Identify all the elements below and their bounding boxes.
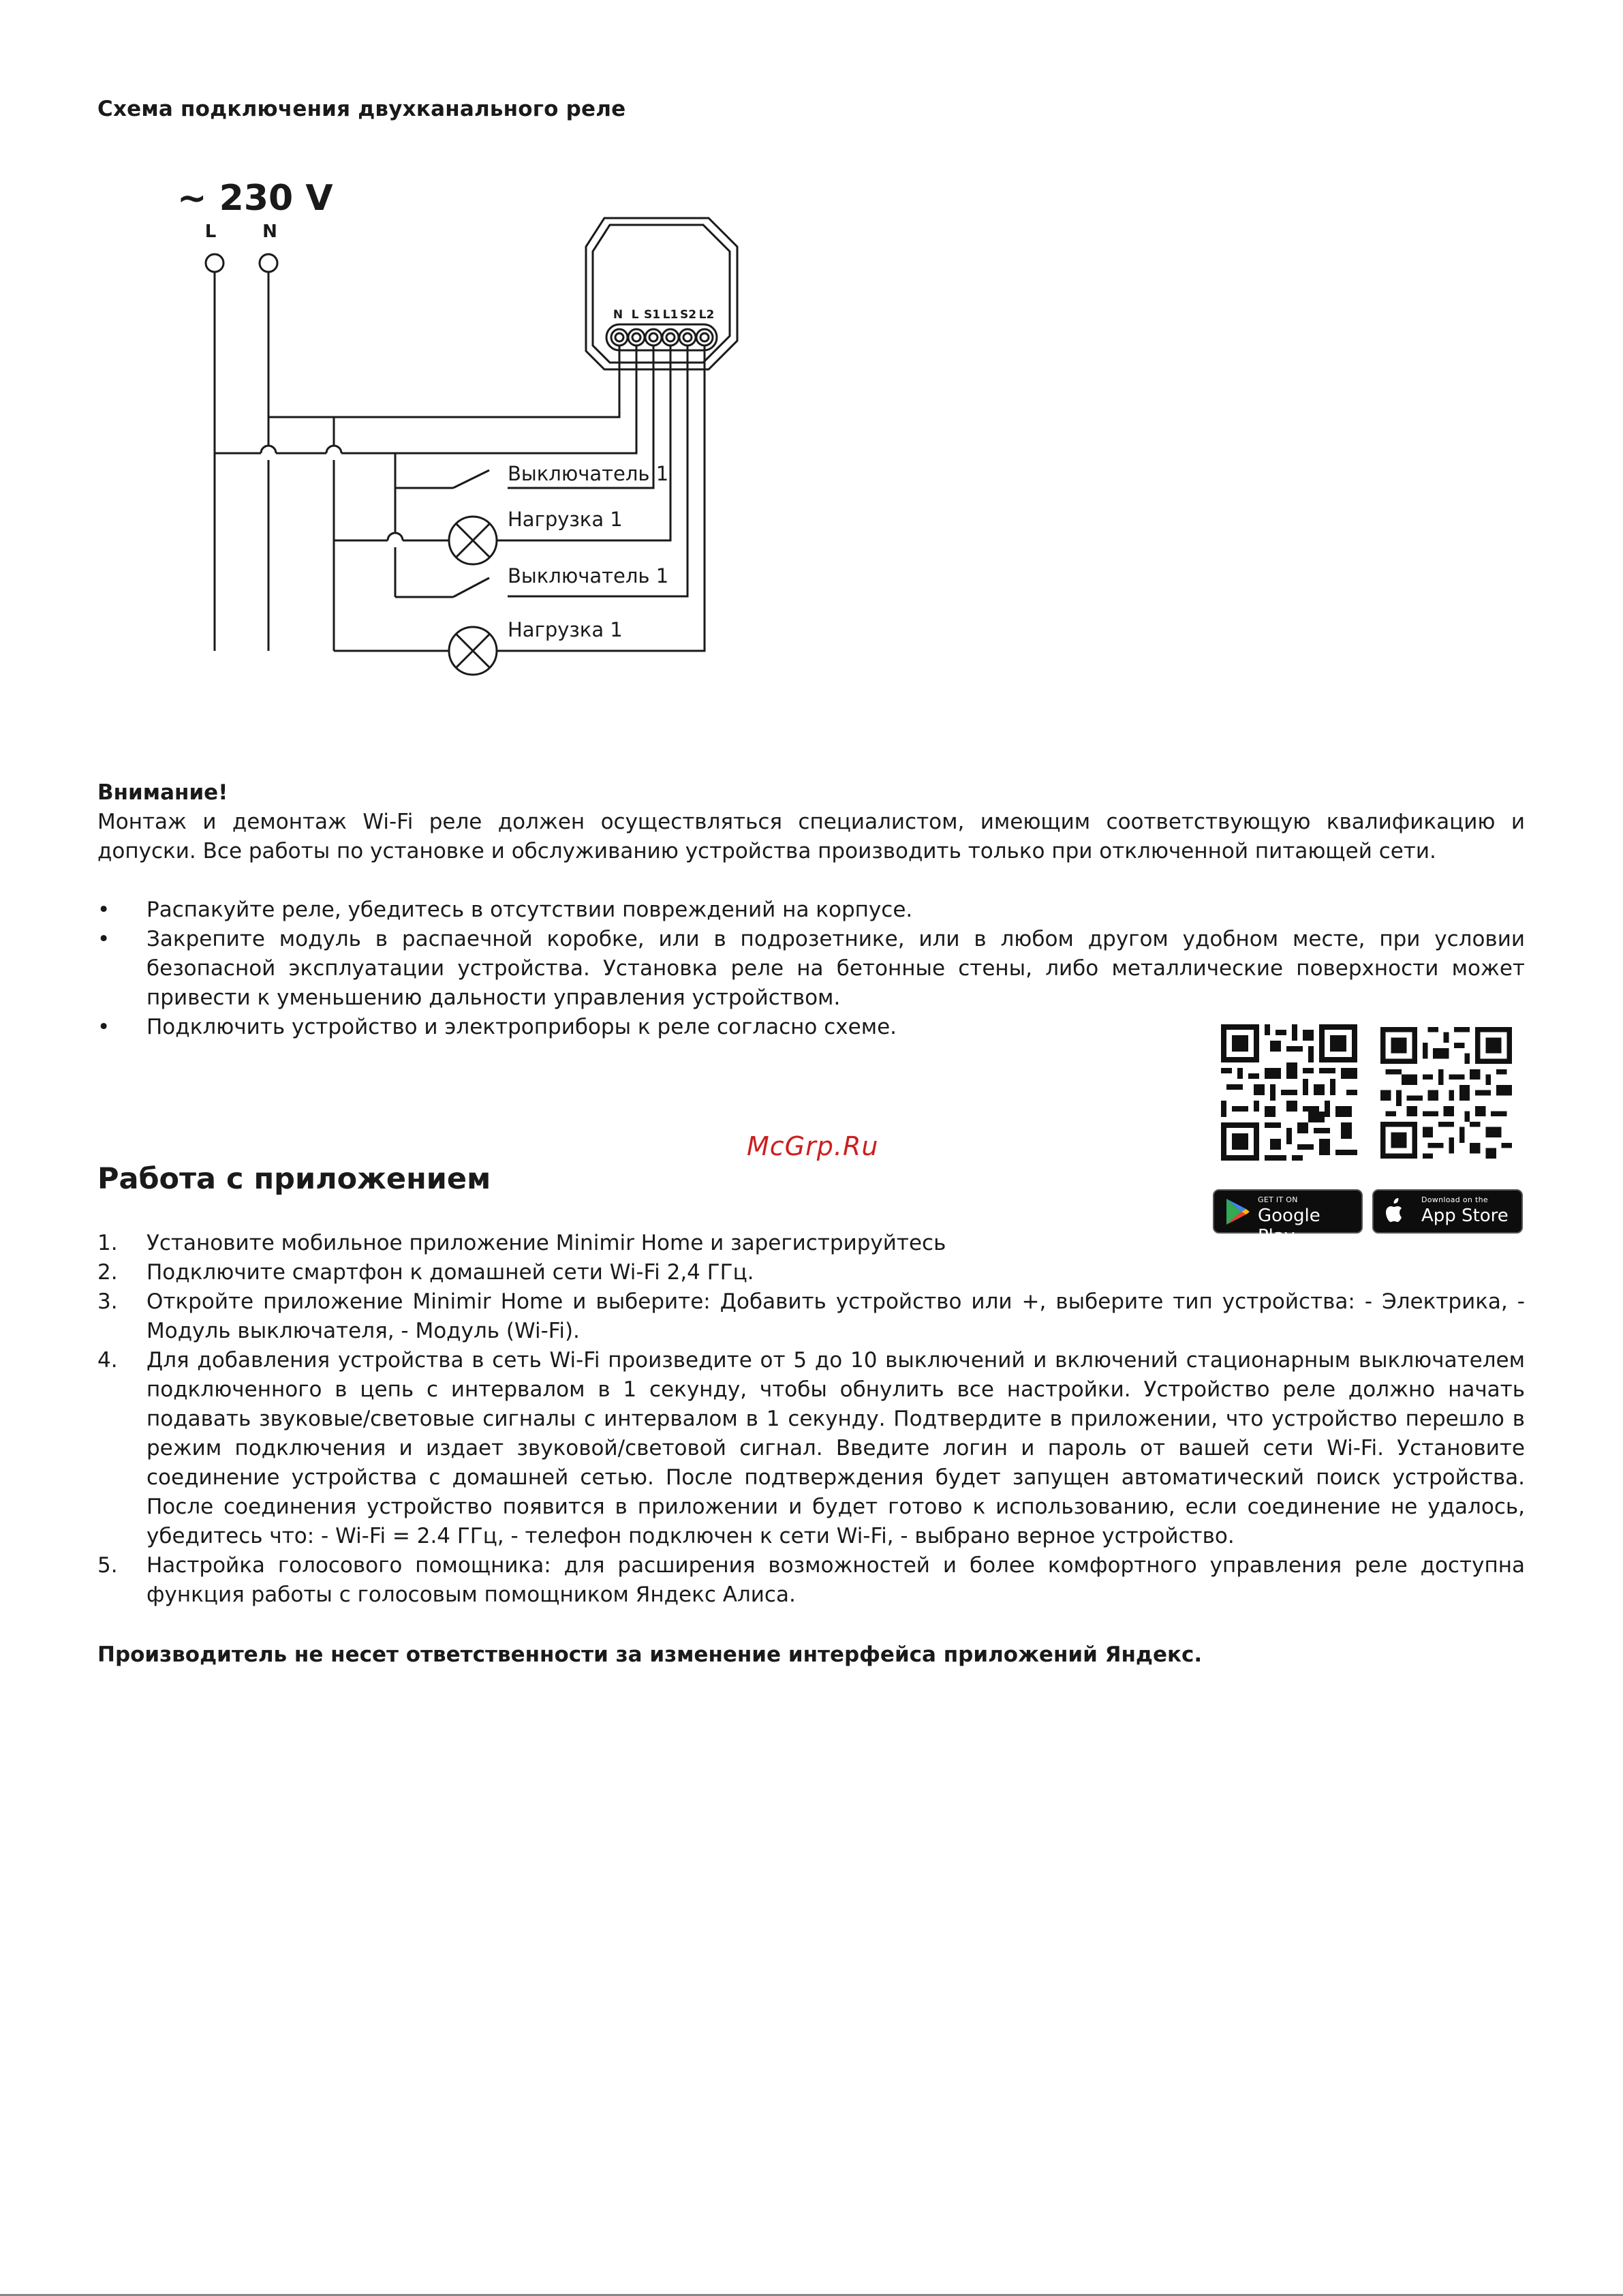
line-label: L: [204, 221, 217, 242]
list-item: [97, 1346, 1525, 1551]
list-item: • Распакуйте реле, убедитесь в отсутствии повреждений на корпусе.: [97, 896, 1525, 925]
list-item: • Подключить устройство и электроприборы к реле согласно схеме.: [97, 1013, 930, 1042]
attention-text: Монтаж и демонтаж Wi-Fi реле должен осуществляться специалистом, имеющим соответствующую квалификацию и допуски. Все работы по установке и обслуживанию устройства производить только при отключенной питающей сети.: [97, 810, 1525, 863]
neutral-terminal: [260, 254, 277, 272]
app-store-big-text: App Store: [1421, 1206, 1509, 1226]
relay-terminals: [611, 329, 713, 346]
step-number: 4.: [97, 1348, 118, 1373]
terminal-label-n: N: [613, 308, 623, 322]
step-number: 5.: [97, 1553, 118, 1578]
load2-label: Нагрузка 1: [508, 618, 623, 641]
app-store-small-text: Download on the: [1421, 1195, 1488, 1204]
qr-code-app-store[interactable]: [1380, 1027, 1512, 1159]
section-heading: Работа с приложением: [97, 1162, 491, 1196]
qr-code-google-play[interactable]: [1221, 1024, 1357, 1161]
terminal-label-l: L: [631, 308, 639, 322]
google-play-big-text: Google Play: [1258, 1206, 1320, 1246]
attention-heading: Внимание!: [97, 780, 228, 805]
neutral-label: N: [262, 221, 277, 242]
google-play-badge[interactable]: [1213, 1189, 1363, 1246]
switch2-label: Выключатель 1: [508, 564, 669, 587]
voltage-label: ~ 230 V: [177, 178, 333, 219]
watermark: McGrp.Ru: [747, 1131, 879, 1161]
list-item: [97, 1258, 1525, 1287]
line-terminal: [206, 254, 223, 272]
step-text: Для добавления устройства в сеть Wi-Fi произведите от 5 до 10 выключений и включений стационарным выключателем подключенного в цепь с интервалом в 1 секунду, чтобы обнулить все настройки. Устройство реле должно начать подавать звуковые/световые сигналы с интервалом в 1 секунду. Подтвердите в приложении, что устройство перешло в режим подключения и издает звуковой/световой сигнал. Введите логин и пароль от вашей сети Wi-Fi. Установите соединение устройства с домашней сетью. После подтверждения будет запущен автоматический поиск устройства. После соединения устройство появится в приложении и будет готово к использованию, если соединение не удалось, убедитесь что: - Wi-Fi = 2.4 ГГц, - телефон подключен к сети Wi-Fi, - выбрано верное устройство.: [146, 1348, 1525, 1548]
load1-label: Нагрузка 1: [508, 508, 623, 531]
apple-icon: [1383, 1198, 1406, 1225]
step-number: 2.: [97, 1260, 118, 1285]
install-steps-list: [97, 896, 1525, 1042]
schema-title: Схема подключения двухканального реле: [97, 97, 626, 121]
app-store-badge[interactable]: [1372, 1189, 1523, 1234]
app-steps-list: [97, 1229, 1525, 1610]
step-number: 3.: [97, 1289, 118, 1314]
terminal-label-l1: L1: [662, 308, 679, 322]
wiring-diagram: [0, 0, 763, 682]
relay-module: [586, 218, 737, 369]
google-play-icon: [1224, 1197, 1251, 1226]
google-play-small-text: GET IT ON: [1258, 1195, 1298, 1204]
terminal-label-s2: S2: [679, 308, 697, 322]
step-text: Подключите смартфон к домашней сети Wi-Fi 2,4 ГГц.: [146, 1260, 754, 1285]
switch1-label: Выключатель 1: [508, 462, 669, 485]
list-item: [97, 1287, 1525, 1346]
terminal-label-l2: L2: [698, 308, 715, 322]
step-text: Настройка голосового помощника: для расширения возможностей и более комфортного управления реле доступна функция работы с голосовым помощником Яндекс Алиса.: [146, 1553, 1525, 1607]
list-item: • Закрепите модуль в распаечной коробке, или в подрозетнике, или в любом другом удобном месте, при условии безопасной эксплуатации устройства. Установка реле на бетонные стены, либо металлические поверхности может привести к уменьшению дальности управления устройством.: [97, 925, 1525, 1013]
list-item: [97, 1551, 1525, 1610]
list-item: [97, 1229, 1525, 1258]
step-number: 1.: [97, 1231, 118, 1255]
attention-block: [97, 778, 1525, 866]
step-text: Установите мобильное приложение Minimir Home и зарегистрируйтесь: [146, 1231, 946, 1255]
step-text: Откройте приложение Minimir Home и выберите: Добавить устройство или +, выберите тип устройства: - Электрика, - Модуль выключателя, - Модуль (Wi-Fi).: [146, 1289, 1525, 1343]
terminal-label-s1: S1: [643, 308, 661, 322]
disclaimer: Производитель не несет ответственности за изменение интерфейса приложений Яндекс.: [97, 1642, 1203, 1667]
